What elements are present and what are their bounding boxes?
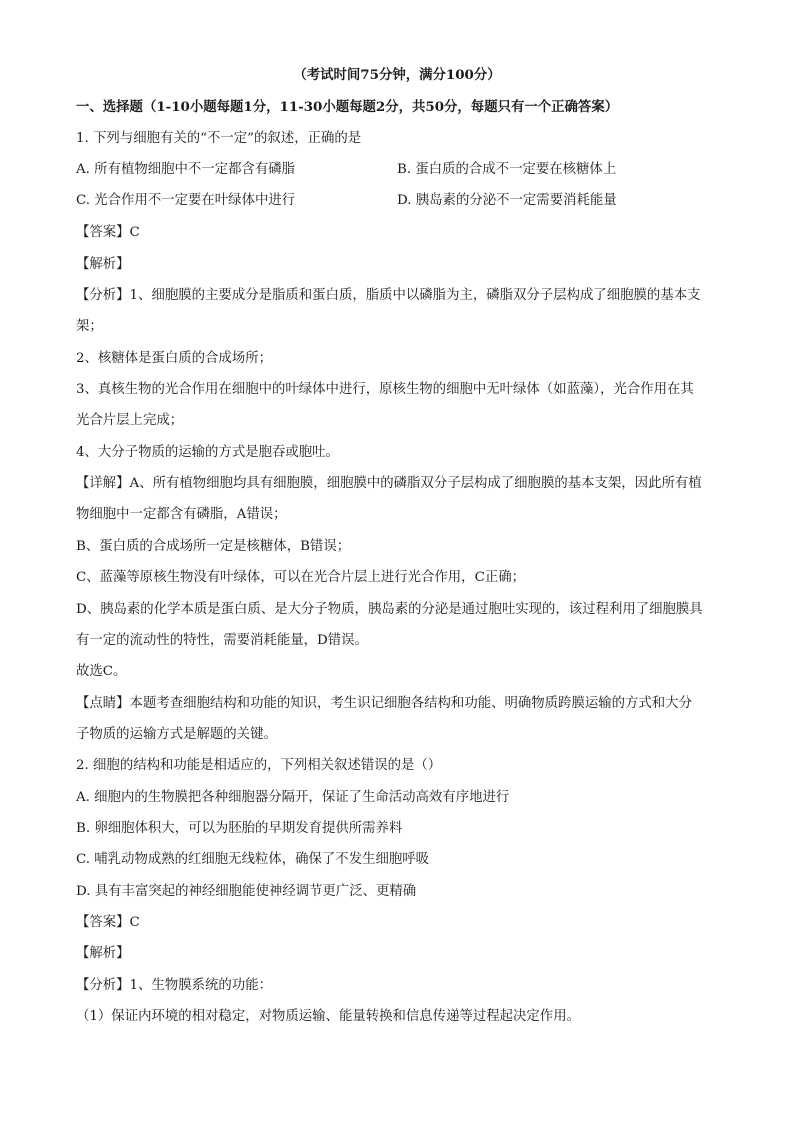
question-2-option-a: A. 细胞内的生物膜把各种细胞器分隔开，保证了生命活动高效有序地进行 — [76, 790, 510, 805]
question-1-fenxi-4: 4、大分子物质的运输的方式是胞吞或胞吐。 — [76, 445, 339, 460]
question-1-answer: 【答案】C — [76, 225, 140, 240]
question-1-analysis-tag: 【解析】 — [76, 257, 130, 272]
question-1-fenxi-2: 2、核糖体是蛋白质的合成场所； — [76, 351, 272, 366]
exam-info: （考试时间75分钟，满分100分） — [293, 67, 501, 83]
question-1-option-c: C. 光合作用不一定要在叶绿体中进行 — [76, 193, 296, 208]
question-1-choose: 故选C。 — [76, 664, 127, 679]
question-2-fenxi-1: 【分析】1、生物膜系统的功能： — [76, 978, 272, 993]
question-1-stem: 1. 下列与细胞有关的“不一定”的叙述，正确的是 — [76, 131, 362, 146]
question-2-answer: 【答案】C — [76, 915, 140, 930]
question-1-option-b: B. 蛋白质的合成不一定要在核糖体上 — [397, 162, 617, 177]
section-heading: 一、选择题（1-10小题每题1分，11-30小题每题2分，共50分，每题只有一个正确答案） — [76, 99, 619, 115]
question-1-detail-d2: 有一定的流动性的特性，需要消耗能量，D错误。 — [76, 633, 368, 648]
question-2-option-d: D. 具有丰富突起的神经细胞能使神经调节更广泛、更精确 — [76, 884, 417, 899]
question-2-stem: 2. 细胞的结构和功能是相适应的，下列相关叙述错误的是（） — [76, 758, 442, 773]
question-1-dianjing-2: 子物质的运输方式是解题的关键。 — [76, 727, 277, 742]
question-1-dianjing-1: 【点睛】本题考查细胞结构和功能的知识，考生识记细胞各结构和功能、明确物质跨膜运输的方式和大分 — [76, 696, 692, 711]
question-1-option-d: D. 胰岛素的分泌不一定需要消耗能量 — [397, 193, 617, 208]
question-1-detail-b: B、蛋白质的合成场所一定是核糖体，B错误； — [76, 539, 351, 554]
question-2-option-c: C. 哺乳动物成熟的红细胞无线粒体，确保了不发生细胞呼吸 — [76, 852, 430, 867]
question-1-fenxi-1a: 【分析】1、细胞膜的主要成分是脂质和蛋白质，脂质中以磷脂为主，磷脂双分子层构成了细胞膜的基本支 — [76, 288, 701, 303]
question-2-analysis-tag: 【解析】 — [76, 946, 130, 961]
question-1-detail-a1: 【详解】A、所有植物细胞均具有细胞膜，细胞膜中的磷脂双分子层构成了细胞膜的基本支架，因此所有植 — [76, 476, 702, 491]
question-1-detail-c: C、蓝藻等原核生物没有叶绿体，可以在光合片层上进行光合作用，C正确； — [76, 570, 525, 585]
question-1-option-a: A. 所有植物细胞中不一定都含有磷脂 — [76, 162, 296, 177]
question-1-fenxi-3b: 光合片层上完成； — [76, 413, 184, 428]
question-2-option-b: B. 卵细胞体积大，可以为胚胎的早期发育提供所需养料 — [76, 821, 403, 836]
question-1-detail-a2: 物细胞中一定都含有磷脂，A错误； — [76, 507, 287, 522]
question-1-fenxi-3a: 3、真核生物的光合作用在细胞中的叶绿体中进行，原核生物的细胞中无叶绿体（如蓝藻），光合作用在其 — [76, 382, 694, 397]
question-2-fenxi-1-1: （1）保证内环境的相对稳定，对物质运输、能量转换和信息传递等过程起决定作用。 — [76, 1009, 580, 1024]
question-1-detail-d1: D、胰岛素的化学本质是蛋白质、是大分子物质，胰岛素的分泌是通过胞吐实现的，该过程利用了细胞膜具 — [76, 602, 703, 617]
question-1-fenxi-1b: 架； — [76, 319, 103, 334]
